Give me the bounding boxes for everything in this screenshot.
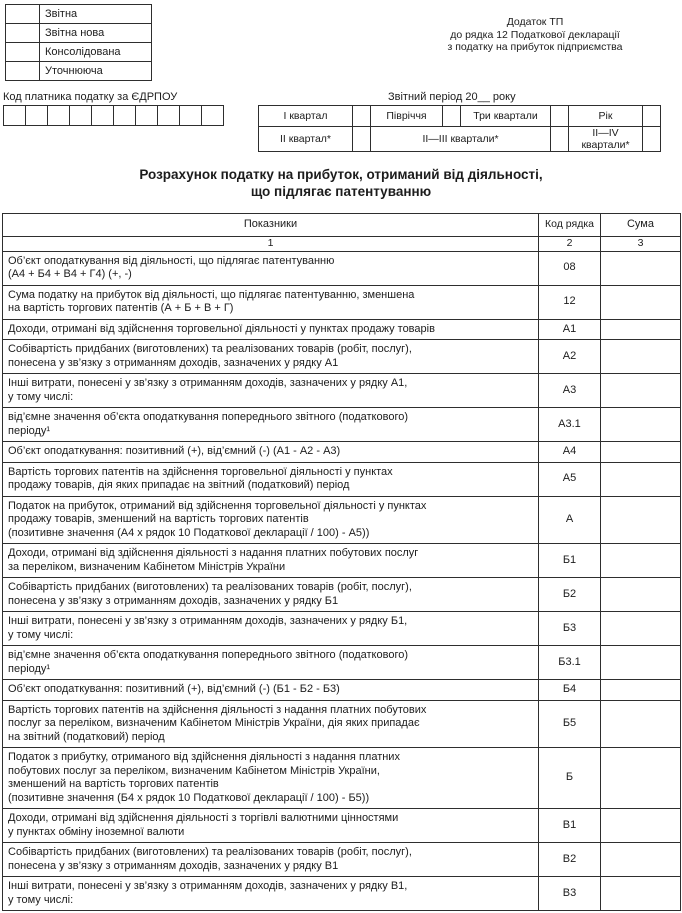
- indicator-cell: Податок з прибутку, отриманого від здійснення діяльності з надання платних побутових послуг за переліком, визначеним Кабінетом Міністрів України, зменшений на вартість торгових патентів (позитивне значення (Б4 х рядок 10 Податкової декларації / 100) - Б5)): [3, 748, 539, 809]
- edrpou-label: Код платника податку за ЄДРПОУ: [3, 91, 178, 103]
- period-year-label: Рік: [569, 106, 643, 127]
- row-code-cell: 12: [539, 285, 601, 319]
- sum-input-cell[interactable]: [601, 319, 681, 340]
- sum-input-cell[interactable]: [601, 496, 681, 544]
- edrpou-cell[interactable]: [91, 105, 114, 126]
- column-number-row: [3, 236, 681, 251]
- sum-input-cell[interactable]: [601, 544, 681, 578]
- table-row: [3, 285, 681, 319]
- sum-input-cell[interactable]: [601, 843, 681, 877]
- column-number-2: 2: [539, 236, 601, 251]
- row-code-cell: А3: [539, 374, 601, 408]
- report-type-table: [5, 4, 152, 81]
- indicator-cell: Вартість торгових патентів на здійснення торговельної діяльності у пунктах продажу товарів, дія яких припадає на звітний (податковий) період: [3, 462, 539, 496]
- row-code-cell: Б: [539, 748, 601, 809]
- appendix-line1: Додаток ТП: [506, 16, 564, 28]
- table-row: [3, 340, 681, 374]
- column-header-indicators: Показники: [3, 214, 539, 237]
- period-q1-checkbox[interactable]: [353, 106, 371, 127]
- sum-input-cell[interactable]: [601, 285, 681, 319]
- indicator-cell: Податок на прибуток, отриманий від здійснення торговельної діяльності у пунктах продажу товарів, зменшений на вартість торгових патентів (позитивне значення (А4 х рядок 10 Податкової декларації / 100) - А5)): [3, 496, 539, 544]
- appendix-line3: з податку на прибуток підприємства: [447, 41, 623, 53]
- page-title-line2: що підлягає патентуванню: [250, 184, 432, 199]
- report-type-label: Уточнююча: [40, 62, 152, 81]
- reporting-period-label: Звітний період 20__ року: [388, 91, 516, 103]
- column-number-1: 1: [3, 236, 539, 251]
- table-row: [3, 612, 681, 646]
- indicator-cell: Собівартість придбаних (виготовлених) та реалізованих товарів (робіт, послуг), понесена у зв’язку з отриманням доходів, зазначених у рядку А1: [3, 340, 539, 374]
- row-code-cell: 08: [539, 251, 601, 285]
- period-q1-label: І квартал: [259, 106, 353, 127]
- report-type-label: Звітна: [40, 5, 152, 24]
- table-row: [3, 496, 681, 544]
- sum-input-cell[interactable]: [601, 877, 681, 911]
- report-type-checkbox-utochnyuyucha[interactable]: [6, 62, 40, 81]
- table-row: [3, 843, 681, 877]
- report-type-label: Консолідована: [40, 43, 152, 62]
- indicator-cell: від’ємне значення об’єкта оподаткування попереднього звітного (податкового) періоду¹: [3, 408, 539, 442]
- table-row: [3, 809, 681, 843]
- indicator-cell: Собівартість придбаних (виготовлених) та реалізованих товарів (робіт, послуг), понесена у зв’язку з отриманням доходів, зазначених у рядку В1: [3, 843, 539, 877]
- indicator-cell: Доходи, отримані від здійснення торговельної діяльності у пунктах продажу товарів: [3, 319, 539, 340]
- report-type-row: [6, 24, 152, 43]
- indicator-cell: Собівартість придбаних (виготовлених) та реалізованих товарів (робіт, послуг), понесена у зв’язку з отриманням доходів, зазначених у рядку Б1: [3, 578, 539, 612]
- row-code-cell: А2: [539, 340, 601, 374]
- indicator-cell: Об’єкт оподаткування від діяльності, що підлягає патентуванню (А4 + Б4 + В4 + Г4) (+, -): [3, 251, 539, 285]
- row-code-cell: Б4: [539, 680, 601, 701]
- period-three-quarters-checkbox[interactable]: [551, 106, 569, 127]
- appendix-line2: до рядка 12 Податкової декларації: [450, 28, 620, 41]
- row-code-cell: Б3.1: [539, 646, 601, 680]
- table-row: [3, 877, 681, 911]
- period-half-checkbox[interactable]: [443, 106, 461, 127]
- indicator-cell: Інші витрати, понесені у зв’язку з отриманням доходів, зазначених у рядку В1, у тому числі:: [3, 877, 539, 911]
- edrpou-cell[interactable]: [113, 105, 136, 126]
- indicator-cell: Вартість торгових патентів на здійснення діяльності з надання платних побутових послуг за переліком, визначеним Кабінетом Міністрів України, дія яких припадає на звітний (податковий) період: [3, 700, 539, 748]
- row-code-cell: Б2: [539, 578, 601, 612]
- sum-input-cell[interactable]: [601, 700, 681, 748]
- table-row: [3, 544, 681, 578]
- period-year-checkbox[interactable]: [643, 106, 661, 127]
- report-type-row: [6, 43, 152, 62]
- edrpou-cell[interactable]: [25, 105, 48, 126]
- row-code-cell: А4: [539, 442, 601, 463]
- edrpou-cell[interactable]: [3, 105, 26, 126]
- indicator-cell: Інші витрати, понесені у зв’язку з отриманням доходів, зазначених у рядку Б1, у тому числі:: [3, 612, 539, 646]
- table-row: [3, 374, 681, 408]
- table-row: [3, 319, 681, 340]
- period-q2-label: ІІ квартал*: [259, 127, 353, 152]
- row-code-cell: А3.1: [539, 408, 601, 442]
- row-code-cell: В2: [539, 843, 601, 877]
- indicator-cell: Інші витрати, понесені у зв’язку з отриманням доходів, зазначених у рядку А1, у тому числі:: [3, 374, 539, 408]
- row-code-cell: А: [539, 496, 601, 544]
- row-code-cell: Б1: [539, 544, 601, 578]
- indicator-cell: Доходи, отримані від здійснення діяльності з торгівлі валютними цінностями у пунктах обміну іноземної валюти: [3, 809, 539, 843]
- edrpou-cell[interactable]: [69, 105, 92, 126]
- indicator-cell: від’ємне значення об’єкта оподаткування попереднього звітного (податкового) періоду¹: [3, 646, 539, 680]
- period-row-1: [259, 106, 661, 127]
- table-row: [3, 748, 681, 809]
- sum-input-cell[interactable]: [601, 462, 681, 496]
- table-row: [3, 700, 681, 748]
- sum-input-cell[interactable]: [601, 374, 681, 408]
- header-row: [3, 214, 681, 237]
- page-title-line1: Розрахунок податку на прибуток, отриманий від діяльності,: [139, 167, 543, 182]
- indicator-cell: Об’єкт оподаткування: позитивний (+), від’ємний (-) (Б1 - Б2 - Б3): [3, 680, 539, 701]
- reporting-period-table: [258, 105, 661, 152]
- report-type-checkbox-konsolidovana[interactable]: [6, 43, 40, 62]
- period-row-2: [259, 127, 661, 152]
- report-type-row: [6, 5, 152, 24]
- row-code-cell: Б3: [539, 612, 601, 646]
- edrpou-cell[interactable]: [135, 105, 158, 126]
- period-q2-checkbox[interactable]: [353, 127, 371, 152]
- indicator-cell: Сума податку на прибуток від діяльності, що підлягає патентуванню, зменшена на вартість торгових патентів (А + Б + В + Г): [3, 285, 539, 319]
- edrpou-cell[interactable]: [201, 105, 224, 126]
- period-half-label: Півріччя: [371, 106, 443, 127]
- table-row: [3, 680, 681, 701]
- row-code-cell: Б5: [539, 700, 601, 748]
- column-header-code: Код рядка: [539, 214, 601, 237]
- period-q24-label: ІІ—IV квартали*: [569, 127, 643, 152]
- table-row: [3, 408, 681, 442]
- column-header-sum: Сума: [601, 214, 681, 237]
- row-code-cell: А1: [539, 319, 601, 340]
- calculation-table: [2, 213, 681, 911]
- column-number-3: 3: [601, 236, 681, 251]
- period-q24-checkbox[interactable]: [643, 127, 661, 152]
- period-q23-checkbox[interactable]: [551, 127, 569, 152]
- sum-input-cell[interactable]: [601, 340, 681, 374]
- indicator-cell: Об’єкт оподаткування: позитивний (+), від’ємний (-) (А1 - А2 - А3): [3, 442, 539, 463]
- row-code-cell: В1: [539, 809, 601, 843]
- table-row: [3, 646, 681, 680]
- indicator-cell: Доходи, отримані від здійснення діяльності з надання платних побутових послуг за переліком, визначеним Кабінетом Міністрів України: [3, 544, 539, 578]
- edrpou-cell[interactable]: [47, 105, 70, 126]
- report-type-row: [6, 62, 152, 81]
- period-q23-label: ІІ—ІІІ квартали*: [371, 127, 551, 152]
- sum-input-cell[interactable]: [601, 251, 681, 285]
- sum-input-cell[interactable]: [601, 408, 681, 442]
- sum-input-cell[interactable]: [601, 646, 681, 680]
- edrpou-cell[interactable]: [179, 105, 202, 126]
- page-title: [0, 166, 682, 200]
- row-code-cell: В3: [539, 877, 601, 911]
- sum-input-cell[interactable]: [601, 809, 681, 843]
- table-row: [3, 462, 681, 496]
- table-row: [3, 251, 681, 285]
- period-three-quarters-label: Три квартали: [461, 106, 551, 127]
- report-type-checkbox-zvitna[interactable]: [6, 5, 40, 24]
- sum-input-cell[interactable]: [601, 578, 681, 612]
- row-code-cell: А5: [539, 462, 601, 496]
- sum-input-cell[interactable]: [601, 748, 681, 809]
- appendix-note: [396, 16, 674, 54]
- report-type-label: Звітна нова: [40, 24, 152, 43]
- edrpou-cell[interactable]: [157, 105, 180, 126]
- table-row: [3, 578, 681, 612]
- sum-input-cell[interactable]: [601, 612, 681, 646]
- table-row: [3, 442, 681, 463]
- sum-input-cell[interactable]: [601, 680, 681, 701]
- edrpou-cells: [3, 105, 224, 126]
- sum-input-cell[interactable]: [601, 442, 681, 463]
- report-type-checkbox-zvitna-nova[interactable]: [6, 24, 40, 43]
